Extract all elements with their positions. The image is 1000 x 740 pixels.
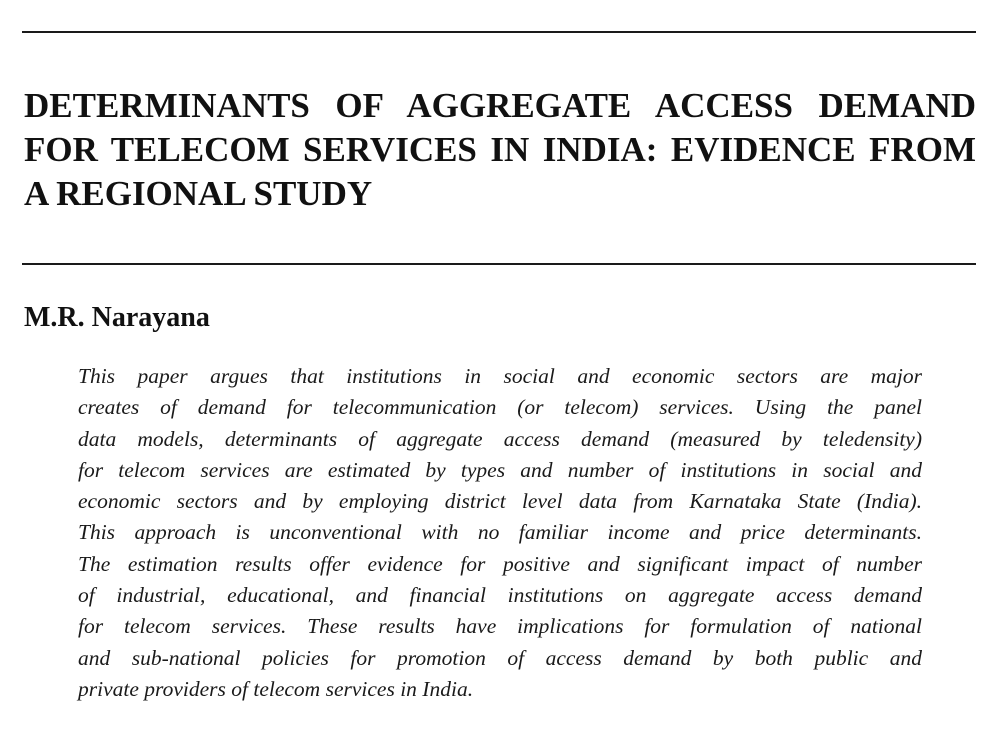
abstract-line: The estimation results offer evidence for positive and significant impact of number [78, 551, 922, 576]
author-name: M.R. Narayana [24, 302, 210, 333]
title-line-1: DETERMINANTS OF AGGREGATE ACCESS DEMAND [24, 86, 976, 125]
abstract-line: of industrial, educational, and financial institutions on aggregate access demand [78, 583, 922, 608]
abstract-line: for telecom services. These results have implications for formulation of national [78, 614, 922, 639]
abstract-line: private providers of telecom services in India. [78, 676, 474, 701]
abstract-line: creates of demand for telecommunication (or telecom) services. Using the panel [78, 395, 922, 420]
abstract-line: economic sectors and by employing district level data from Karnataka State (India). [78, 489, 922, 514]
top-rule [22, 31, 976, 33]
abstract-line: for telecom services are estimated by types and number of institutions in social and [78, 457, 922, 482]
abstract-line: This approach is unconventional with no familiar income and price determinants. [78, 520, 922, 545]
title-line-3: A REGIONAL STUDY [24, 174, 373, 213]
paper-title [24, 84, 976, 216]
abstract-line: data models, determinants of aggregate access demand (measured by teledensity) [78, 426, 922, 451]
abstract [78, 361, 922, 705]
abstract-line: and sub-national policies for promotion of access demand by both public and [78, 645, 922, 670]
title-line-2: FOR TELECOM SERVICES IN INDIA: EVIDENCE FROM [24, 130, 976, 169]
abstract-line: This paper argues that institutions in social and economic sectors are major [78, 364, 922, 388]
bottom-rule [22, 263, 976, 265]
